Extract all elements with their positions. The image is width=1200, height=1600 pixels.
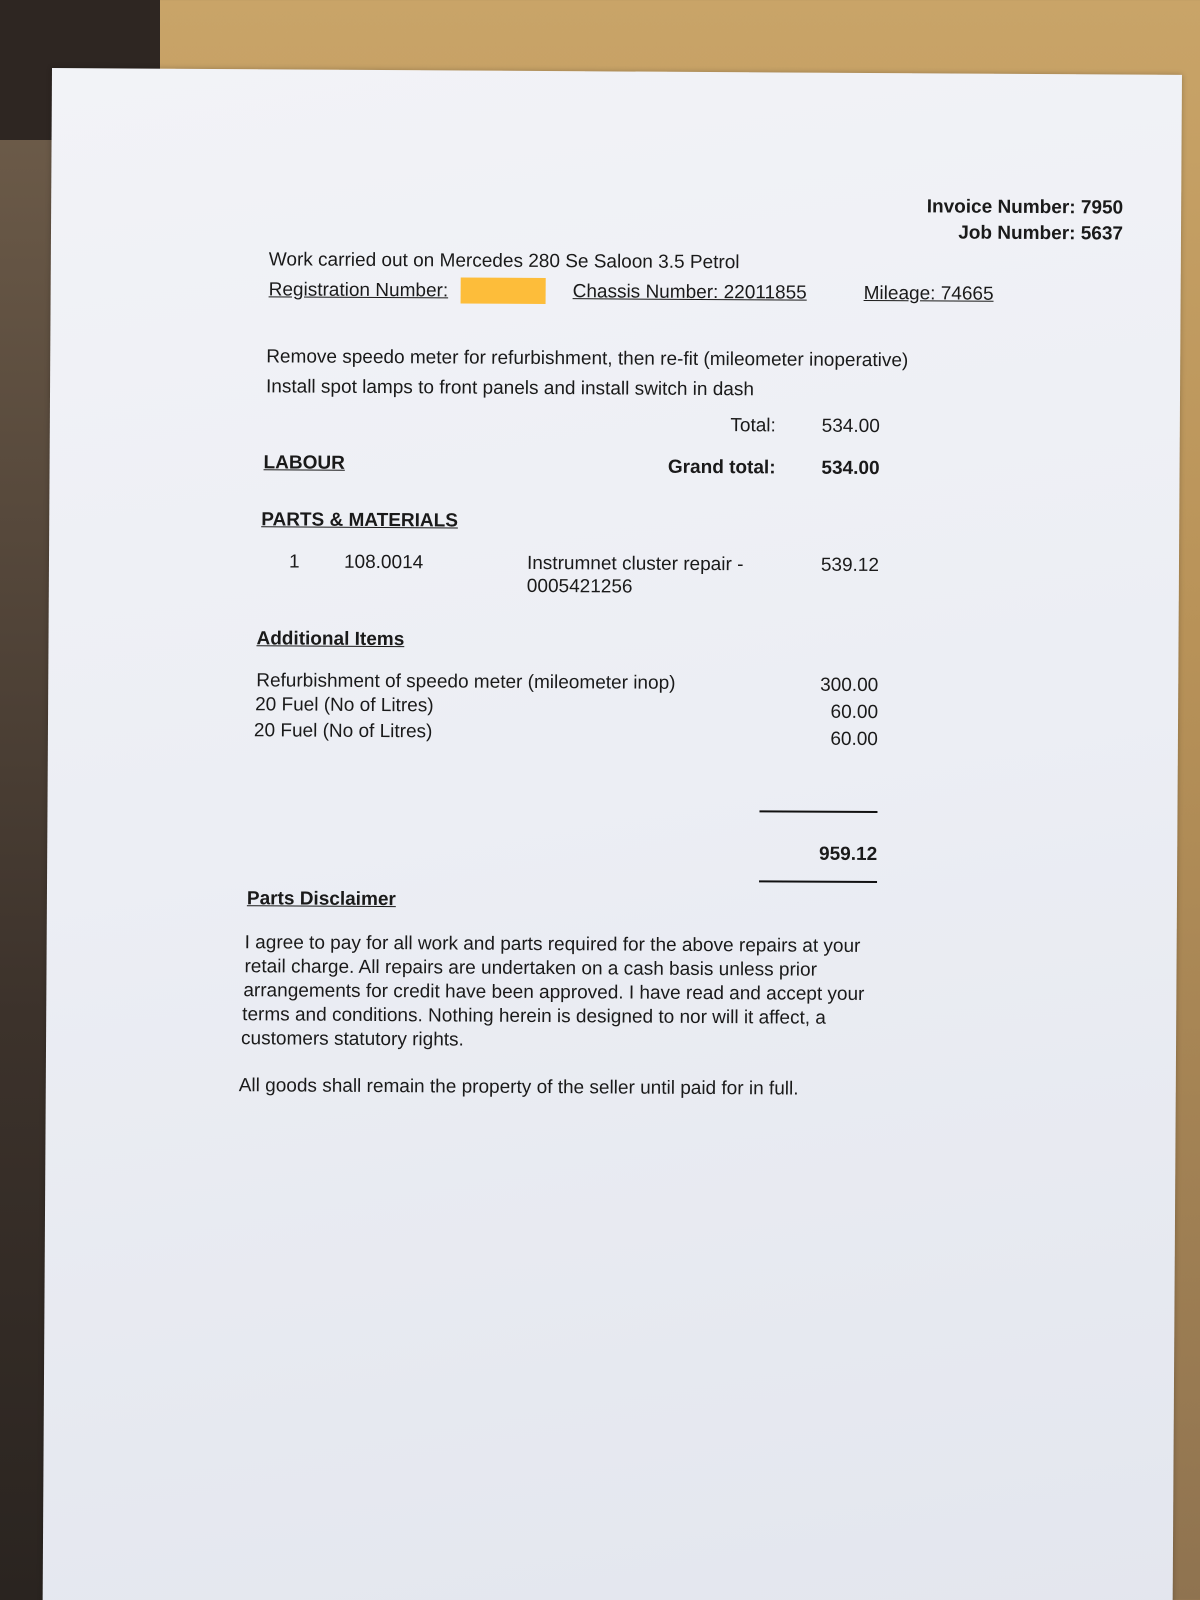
part-code: 108.0014 (343, 551, 424, 574)
disclaimer-line: terms and conditions. Nothing herein is designed to nor will it affect, a (242, 1004, 826, 1029)
job-number: Job Number: 5637 (958, 222, 1124, 245)
redaction-mark (461, 278, 546, 305)
disclaimer-line: customers statutory rights. (241, 1028, 464, 1051)
additional-heading: Additional Items (256, 628, 405, 651)
work-line-1: Remove speedo meter for refurbishment, then re-fit (mileometer inoperative) (266, 346, 909, 372)
part-description-line-2: 0005421256 (526, 575, 633, 598)
part-description-line-1: Instrumnet cluster repair - (526, 552, 744, 576)
work-line-2: Install spot lamps to front panels and install switch in dash (265, 376, 755, 401)
invoice-number: Invoice Number: 7950 (926, 196, 1124, 219)
summary-total: 959.12 (819, 843, 878, 866)
retention-clause: All goods shall remain the property of the seller until paid for in full. (238, 1075, 799, 1100)
part-amount: 539.12 (820, 554, 880, 577)
total-rule-top (759, 810, 877, 813)
disclaimer-heading: Parts Disclaimer (246, 888, 396, 911)
total-rule-bottom (759, 880, 877, 883)
total-label: Total: (730, 415, 776, 437)
parts-heading: PARTS & MATERIALS (261, 509, 458, 532)
total-value: 534.00 (821, 415, 880, 438)
additional-item-description: 20 Fuel (No of Litres) (253, 720, 433, 743)
additional-item-amount: 300.00 (820, 674, 879, 697)
grand-total-value: 534.00 (821, 457, 880, 480)
work-carried-out: Work carried out on Mercedes 280 Se Saloon 3.5 Petrol (268, 249, 740, 274)
mileage: Mileage: 74665 (863, 282, 994, 305)
chassis-number: Chassis Number: 22011855 (572, 281, 807, 304)
disclaimer-line: arrangements for credit have been approved. I have read and accept your (243, 980, 865, 1005)
disclaimer-line: I agree to pay for all work and parts required for the above repairs at your (244, 932, 861, 957)
disclaimer-line: retail charge. All repairs are undertaken on a cash basis unless prior (244, 956, 817, 981)
additional-item-amount: 60.00 (830, 701, 879, 724)
grand-total-label: Grand total: (667, 456, 776, 479)
additional-item-amount: 60.00 (830, 728, 878, 751)
additional-item-description: Refurbishment of speedo meter (mileometer inop) (256, 670, 676, 694)
part-qty: 1 (288, 551, 300, 573)
invoice-page (42, 68, 1182, 1600)
labour-heading: LABOUR (263, 452, 345, 474)
additional-item-description: 20 Fuel (No of Litres) (255, 694, 434, 717)
registration-label: Registration Number: (268, 279, 449, 302)
